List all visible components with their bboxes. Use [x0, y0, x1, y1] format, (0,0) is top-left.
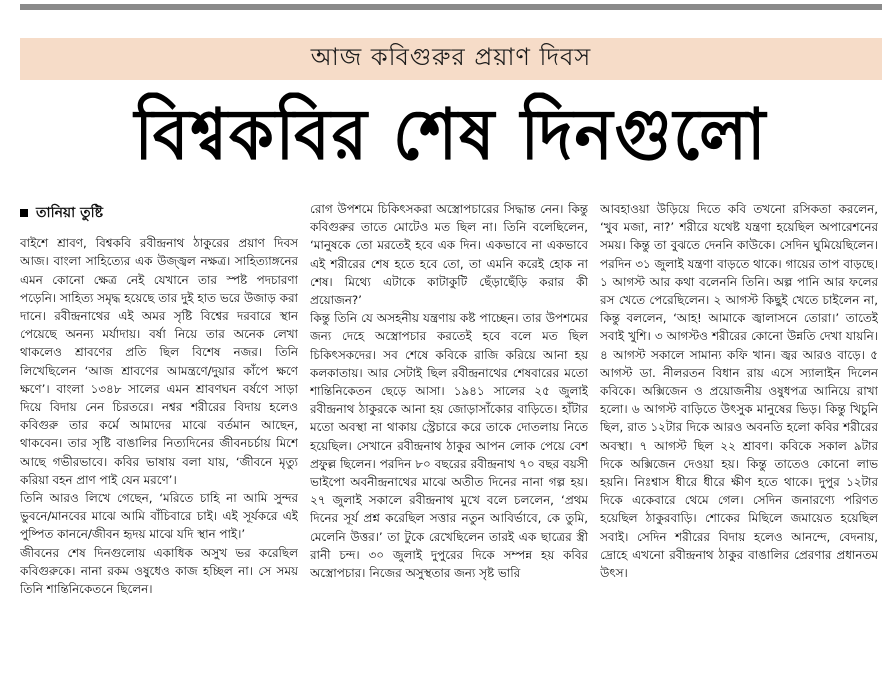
top-rule [20, 4, 882, 10]
byline-square-icon [20, 209, 28, 217]
column-3 [600, 200, 878, 678]
kicker-banner [20, 38, 882, 80]
headline: বিশ্বকবির শেষ দিনগুলো [134, 94, 768, 176]
paragraph: তিনি আরও লিখে গেছেন, ‘মরিতে চাহি না আমি সুন্দর ভুবনে/মানবের মাঝে আমি বাঁচিবারে চাই। এই সূর্যকরে এই পুষ্পিত কাননে/জীবন হৃদয় মাঝে যদি স্থান পাই।’ [20, 491, 298, 542]
author-name: তানিয়া তুষ্টি [36, 205, 104, 221]
paragraph: কিন্তু তিনি যে অসহনীয় যন্ত্রণায় কষ্ট পাচ্ছেন। তার উপশমের জন্য দেহে অস্ত্রোপচার করতেই হবে বলে মত ছিল চিকিৎসকদের। সব শেষে কবিকে রাজি করিয়ে আনা হয় কলকাতায়। আর সেটাই ছিল রবীন্দ্রনাথের শেষবারের মতো শান্তিনিকেতন ছেড়ে আসা। ১৯৪১ সালের ২৫ জুলাই রবীন্দ্রনাথ ঠাকুরকে আনা হয় জোড়াসাঁকোর বাড়িতে। হাঁটার মতো অবস্থা না থাকায় স্ট্রেচারে করে তাকে দোতলায় নিতে হয়েছিল। সেখানে রবীন্দ্রনাথ ঠাকুর আপন লোক পেয়ে বেশ প্রফুল্ল ছিলেন। পরদিন ৮০ বছরের রবীন্দ্রনাথ ৭০ বছর বয়সী ভাইপো অবনীন্দ্রনাথের মাঝে অতীত দিনের নানা গল্প হয়। ২৭ জুলাই সকালে রবীন্দ্রনাথ মুখে বলে চললেন, ‘প্রথম দিনের সূর্য প্রশ্ন করেছিল সত্তার নতুন আবির্ভাবে, কে তুমি, মেলেনি উত্তর।’ তা টুকে রেখেছিলেন তারই এক ছাত্রের স্ত্রী রানী চন্দ। ৩০ জুলাই দুপুরের দিকে সম্পন্ন হয় কবির অস্ত্রোপচার। নিজের অসুস্থতার জন্য সৃষ্ট ভারি [310, 311, 588, 581]
kicker-text: আজ কবিগুরুর প্রয়াণ দিবস [310, 43, 592, 71]
paragraph: আবহাওয়া উড়িয়ে দিতে কবি তখনো রসিকতা করলেন, ‘খুব মজা, না?’ শরীরে যথেষ্ট যন্ত্রণা হয়েছিল অপারেশনের সময়। কিন্তু তা বুঝতে দেননি কাউকে। সেদিন ঘুমিয়েছিলেন। পরদিন ৩১ জুলাই যন্ত্রণা বাড়তে থাকে। গায়ের তাপ বাড়ছে। ১ আগস্ট আর কথা বলেননি তিনি। অল্প পানি আর ফলের রস খেতে পেরেছিলেন। ২ আগস্ট কিছুই খেতে চাইলেন না, কিন্তু বললেন, ‘আহ! আমাকে জ্বালাসনে তোরা।’ তাতেই সবাই খুশি। ৩ আগস্টও শরীরের কোনো উন্নতি দেখা যায়নি। ৪ আগস্ট সকালে সামান্য কফি খান। জ্বর আরও বাড়ে। ৫ আগস্ট ডা. নীলরতন বিধান রায় এসে স্যালাইন দিলেন কবিকে। অক্সিজেন ও প্রয়োজনীয় ওষুধপত্র আনিয়ে রাখা হলো। ৬ আগস্ট বাড়িতে উৎসুক মানুষের ভিড়। কিন্তু খিচুনি ছিল, রাত ১২টার দিকে আরও অবনতি হলো কবির শরীরের অবস্থা। ৭ আগস্ট ছিল ২২ শ্রাবণ। কবিকে সকাল ৯টার দিকে অক্সিজেন দেওয়া হয়। কিন্তু তাতেও কোনো লাভ হয়নি। নিঃশ্বাস ধীরে ধীরে ক্ষীণ হতে থাকে। দুপুর ১২টার দিকে একেবারে থেমে গেল। সেদিন জনারণ্যে পরিণত হয়েছিল ঠাকুরবাড়ি। শোকের মিছিলে জমায়েত হয়েছিল সবাই। সেদিন শরীরের বিদায় হলেও আনন্দে, বেদনায়, দ্রোহে এখনো রবীন্দ্রনাথ ঠাকুর বাঙালির প্রেরণার প্রধানতম উৎস। [600, 202, 878, 581]
paragraph: রোগ উপশমে চিকিৎসকরা অস্ত্রোপচারের সিদ্ধান্ত নেন। কিন্তু কবিগুরুর তাতে মোটেও মত ছিল না। তিনি বলেছিলেন, ‘মানুষকে তো মরতেই হবে এক দিন। একভাবে না একভাবে এই শরীরের শেষ হতে হবে তো, তা এমনি করেই হোক না শেষ। মিথ্যে এটাকে কাটাকুটি ছেঁড়াছেঁড়ি করার কী প্রয়োজন?’ [310, 202, 588, 308]
column-1 [20, 200, 298, 678]
column-2 [310, 200, 588, 678]
byline [20, 204, 298, 222]
article-body [20, 200, 882, 678]
paragraph: বাইশে শ্রাবণ, বিশ্বকবি রবীন্দ্রনাথ ঠাকুরের প্রয়াণ দিবস আজ। বাংলা সাহিত্যের এক উজ্জ্বল নক্ষত্র। সাহিত্যাঙ্গনের এমন কোনো ক্ষেত্র নেই যেখানে তার স্পষ্ট পদচারণা পড়েনি। সাহিত্য সমৃদ্ধ হয়েছে তার দুই হাত ভরে উজাড় করা দানে। রবীন্দ্রনাথের এই অমর সৃষ্টি বিশ্বের দরবারে স্থান পেয়েছে অনন্য মর্যাদায়। বর্ষা নিয়ে তার অনেক লেখা থাকলেও শ্রাবণের প্রতি ছিল বিশেষ নজর। তিনি লিখেছিলেন ‘আজ শ্রাবণের আমন্ত্রণে/দুয়ার কাঁপে ক্ষণে ক্ষণে’। বাংলা ১৩৪৮ সালের এমন শ্রাবণঘন বর্ষণে সাড়া দিয়ে বিদায় নেন চিরতরে। নশ্বর শরীরের বিদায় হলেও কবিগুরু তার কর্মে আমাদের মাঝে বর্তমান আছেন, থাকবেন। তার সৃষ্টি বাঙালির নিত্যদিনের জীবনচর্চায় মিশে আছে গভীরভাবে। কবির ভাষায় বলা যায়, ‘জীবনে মৃত্যু করিয়া বহন প্রাণ পাই যেন মরণে’। [20, 236, 298, 487]
paragraph: জীবনের শেষ দিনগুলোয় একাধিক অসুখ ভর করেছিল কবিগুরুকে। নানা রকম ওষুধেও কাজ হচ্ছিল না। সে সময় তিনি শান্তিনিকেতনে ছিলেন। [20, 545, 298, 597]
